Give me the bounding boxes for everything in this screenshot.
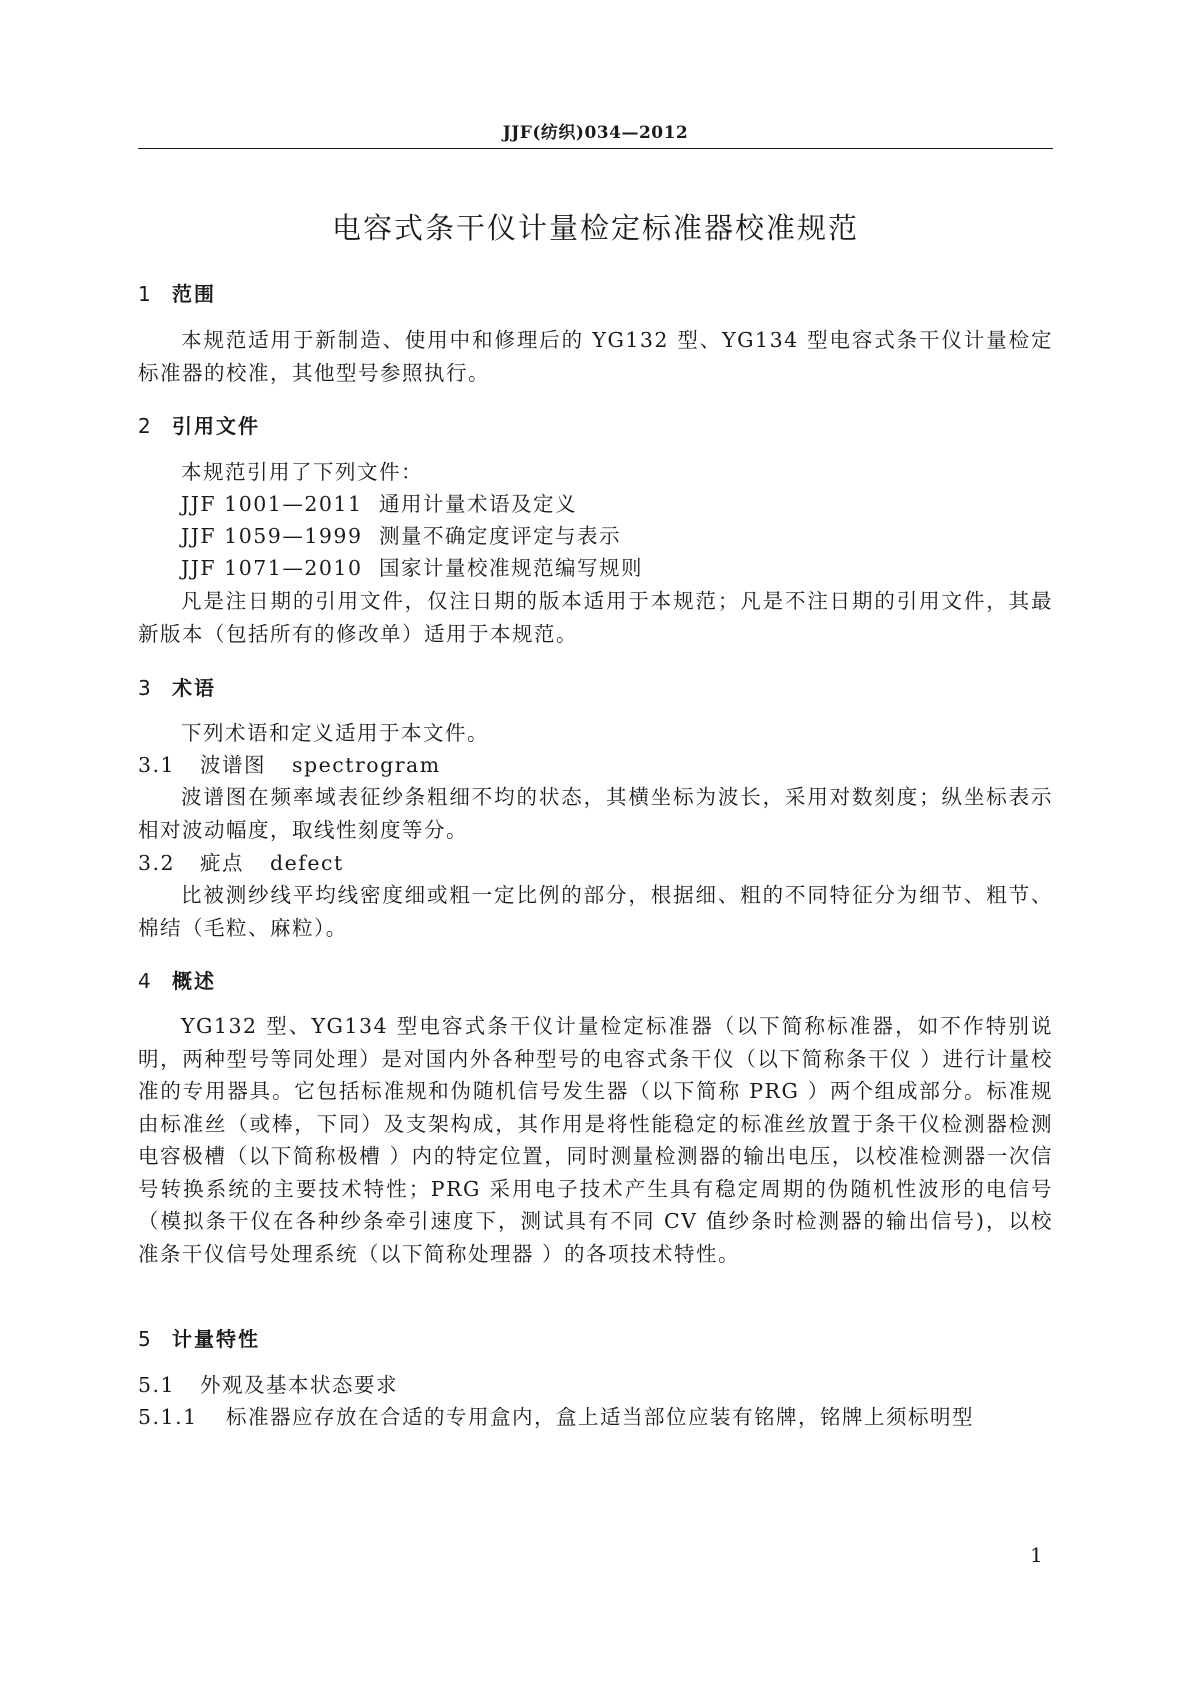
term-number: 3.1	[138, 753, 176, 777]
section-title: 计量特性	[172, 1327, 260, 1351]
section-3-heading	[138, 672, 1053, 701]
section-title: 术语	[172, 676, 216, 700]
section-4-paragraph: YG132 型、YG134 型电容式条干仪计量检定标准器（以下简称标准器，如不作特别说明，两种型号等同处理）是对国内外各种型号的电容式条干仪（以下简称条干仪 ）进行计量校准的专用器具。它包括标准规和伪随机信号发生器（以下简称 PRG ）两个组成部分。标准规由标准丝（或棒，下同）及支架构成，其作用是将性能稳定的标准丝放置于条干仪检测器检测电容极槽（以下简称极槽 ）内的特定位置，同时测量检测器的输出电压，以校准检测器一次信号转换系统的主要技术特性；PRG 采用电子技术产生具有稳定周期的伪随机性波形的电信号（模拟条干仪在各种纱条牵引速度下，测试具有不同 CV 值纱条时检测器的输出信号)，以校准条干仪信号处理系统（以下简称处理器 ）的各项技术特性。	[138, 1014, 1053, 1266]
section-5-heading	[138, 1323, 1053, 1352]
term-name: 波谱图	[200, 753, 266, 777]
section-2-heading	[138, 410, 1053, 439]
subsection-title: 外观及基本状态要求	[200, 1373, 398, 1397]
clause-number: 5.1.1	[138, 1405, 198, 1429]
clause-5-1-1	[138, 1401, 1053, 1434]
subsection-5-1-heading	[138, 1369, 1053, 1402]
section-2-paragraph: 凡是注日期的引用文件，仅注日期的版本适用于本规范；凡是不注日期的引用文件，其最新版本（包括所有的修改单）适用于本规范。	[138, 589, 1053, 646]
reference-name: 测量不确定度评定与表示	[379, 524, 621, 548]
section-3-intro: 下列术语和定义适用于本文件。	[181, 721, 489, 745]
section-2-intro: 本规范引用了下列文件：	[181, 460, 423, 484]
term-3-1-heading	[138, 749, 1053, 782]
section-number: 4	[138, 969, 153, 993]
running-header: JJF(纺织)034—2012	[502, 123, 689, 143]
term-english: defect	[270, 851, 344, 875]
section-number: 3	[138, 676, 153, 700]
section-number: 1	[138, 282, 153, 306]
term-english: spectrogram	[292, 753, 441, 777]
term-3-2-definition: 比被测纱线平均线密度细或粗一定比例的部分，根据细、粗的不同特征分为细节、粗节、棉结（毛粒、麻粒）。	[138, 883, 1053, 940]
page-title: 电容式条干仪计量检定标准器校准规范	[331, 211, 859, 245]
term-number: 3.2	[138, 851, 176, 875]
header-rule	[138, 148, 1053, 149]
term-3-2-heading	[138, 847, 1053, 880]
reference-code: JJF 1001—2011	[181, 492, 363, 516]
reference-item	[138, 552, 1096, 585]
reference-name: 国家计量校准规范编写规则	[379, 556, 643, 580]
reference-code: JJF 1071—2010	[181, 556, 363, 580]
reference-item	[138, 520, 1096, 553]
section-4-heading	[138, 965, 1053, 994]
term-name: 疵点	[200, 851, 244, 875]
reference-code: JJF 1059—1999	[181, 524, 363, 548]
section-1-heading	[138, 278, 1053, 307]
reference-item	[138, 488, 1096, 521]
clause-text: 标准器应存放在合适的专用盒内，盒上适当部位应装有铭牌，铭牌上须标明型	[226, 1405, 974, 1429]
reference-name: 通用计量术语及定义	[379, 492, 577, 516]
section-title: 范围	[172, 282, 216, 306]
term-3-1-definition: 波谱图在频率域表征纱条粗细不均的状态，其横坐标为波长，采用对数刻度；纵坐标表示相对波动幅度，取线性刻度等分。	[138, 785, 1053, 842]
section-title: 引用文件	[172, 414, 260, 438]
section-number: 5	[138, 1327, 153, 1351]
section-number: 2	[138, 414, 153, 438]
subsection-number: 5.1	[138, 1373, 176, 1397]
section-title: 概述	[172, 969, 216, 993]
section-1-paragraph: 本规范适用于新制造、使用中和修理后的 YG132 型、YG134 型电容式条干仪计量检定标准器的校准，其他型号参照执行。	[138, 328, 1053, 385]
page-number: 1	[1030, 1543, 1043, 1567]
